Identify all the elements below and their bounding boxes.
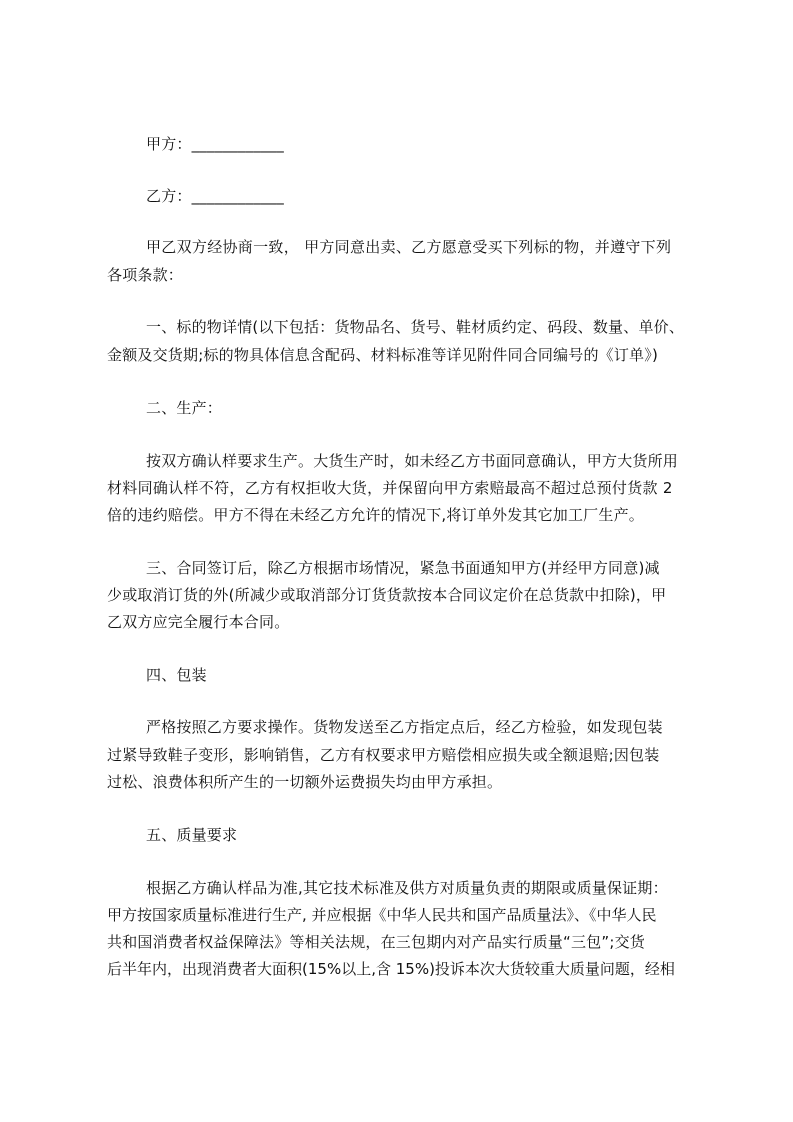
party-b-blank: ____________ [191, 187, 285, 205]
party-a-blank: ____________ [191, 135, 285, 153]
intro-line-1: 甲乙双方经协商一致， 甲方同意出卖、乙方愿意受买下列标的物，并遵守下列 [146, 238, 672, 256]
section3-line-2: 少或取消订货的外(所减少或取消部分订货货款按本合同议定价在总货款中扣除)，甲 [107, 586, 667, 604]
section3-line-3: 乙双方应完全履行本合同。 [107, 613, 290, 631]
section4-line-1: 严格按照乙方要求操作。货物发送至乙方指定点后，经乙方检验，如发现包装 [146, 718, 663, 736]
section5-line-1: 根据乙方确认样品为准,其它技术标准及供方对质量负责的期限或质量保证期： [146, 879, 668, 897]
section4-heading: 四、包装 [146, 666, 207, 684]
section2-line-1: 按双方确认样要求生产。大货生产时，如未经乙方书面同意确认，甲方大货所用 [146, 452, 679, 470]
section2-heading: 二、生产： [146, 399, 223, 417]
party-a-line [146, 134, 284, 154]
party-a-label: 甲方： [146, 135, 192, 153]
section5-line-3: 共和国消费者权益保障法》等相关法规，在三包期内对产品实行质量“三包”;交货 [107, 933, 645, 951]
section1-line-1: 一、标的物详情(以下包括：货物品名、货号、鞋材质约定、码段、数量、单价、 [146, 318, 685, 336]
section4-line-3: 过松、浪费体积所产生的一切额外运费损失均由甲方承担。 [107, 773, 503, 791]
section5-line-4: 后半年内，出现消费者大面积(15%以上,含 15%)投诉本次大货较重大质量问题，经相 [107, 960, 675, 978]
section1-line-2: 金额及交货期;标的物具体信息含配码、材料标准等详见附件同合同编号的《订单》) [107, 346, 659, 364]
section5-heading: 五、质量要求 [146, 826, 238, 844]
party-b-label: 乙方： [146, 187, 192, 205]
intro-line-2: 各项条款： [107, 266, 184, 284]
party-b-line [146, 186, 284, 206]
section4-line-2: 过紧导致鞋子变形，影响销售，乙方有权要求甲方赔偿相应损失或全额退赔;因包装 [107, 746, 660, 764]
section3-line-1: 三、合同签订后，除乙方根据市场情况，紧急书面通知甲方(并经甲方同意)减 [146, 559, 660, 577]
section2-line-3: 倍的违约赔偿。甲方不得在未经乙方允许的情况下,将订单外发其它加工厂生产。 [107, 506, 644, 524]
section5-line-2: 甲方按国家质量标准进行生产, 并应根据《中华人民共和国产品质量法》、《中华人民 [107, 906, 657, 924]
section2-line-2: 材料同确认样不符，乙方有权拒收大货，并保留向甲方索赔最高不超过总预付货款 2 [107, 479, 673, 497]
